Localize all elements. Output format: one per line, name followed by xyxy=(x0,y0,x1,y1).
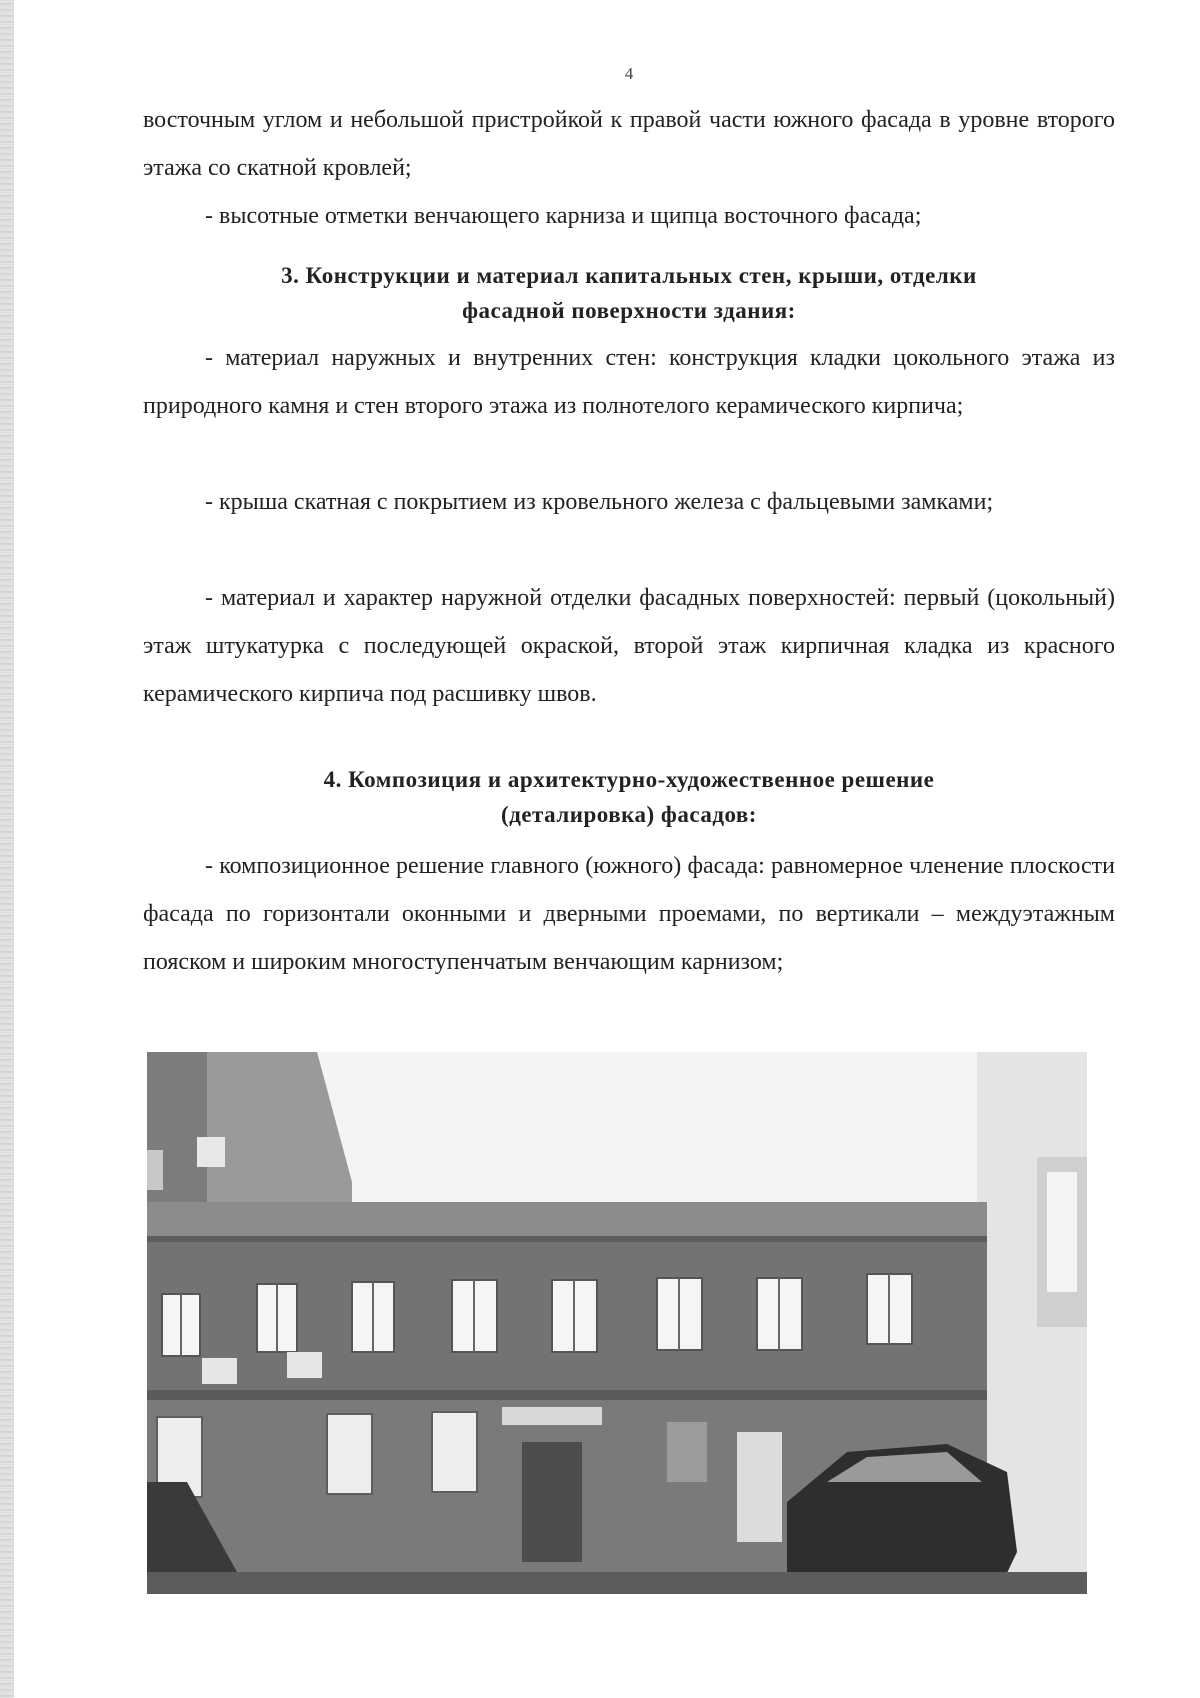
section-heading-3-line-2: фасадной поверхности здания: xyxy=(462,298,796,323)
paragraph-wall-materials: - материал наружных и внутренних стен: конструкция кладки цокольного этажа из природного камня и стен второго этажа из полнотелого керамического кирпича; xyxy=(143,345,1115,419)
building-facade-photo xyxy=(147,1052,1087,1594)
section-heading-4-line-1: 4. Композиция и архитектурно-художественное решение xyxy=(323,767,935,792)
paragraph-roof: - крыша скатная с покрытием из кровельного железа с фальцевыми замками; xyxy=(205,489,994,515)
paragraph-facade-finish: - материал и характер наружной отделки фасадных поверхностей: первый (цокольный) этаж штукатурка с последующей окраской, второй этаж кирпичная кладка из красного керамического кирпича под расшивку швов. xyxy=(143,585,1115,707)
section-heading-4 xyxy=(143,762,1115,832)
scan-edge xyxy=(0,0,14,1698)
section-heading-3 xyxy=(143,258,1115,328)
paragraph-continuation: восточным углом и небольшой пристройкой к правой части южного фасада в уровне второго этажа со скатной кровлей; xyxy=(143,107,1115,181)
paragraph-composition: - композиционное решение главного (южного) фасада: равномерное членение плоскости фасада по горизонтали оконными и дверными проемами, по вертикали – междуэтажным пояском и широким многоступенчатым венчающим карнизом; xyxy=(143,853,1115,975)
page-number: 4 xyxy=(624,64,634,83)
paragraph-elevation-marks: - высотные отметки венчающего карниза и щипца восточного фасада; xyxy=(205,203,922,229)
section-heading-4-line-2: (деталировка) фасадов: xyxy=(501,802,757,827)
section-heading-3-line-1: 3. Конструкции и материал капитальных стен, крыши, отделки xyxy=(281,263,977,288)
